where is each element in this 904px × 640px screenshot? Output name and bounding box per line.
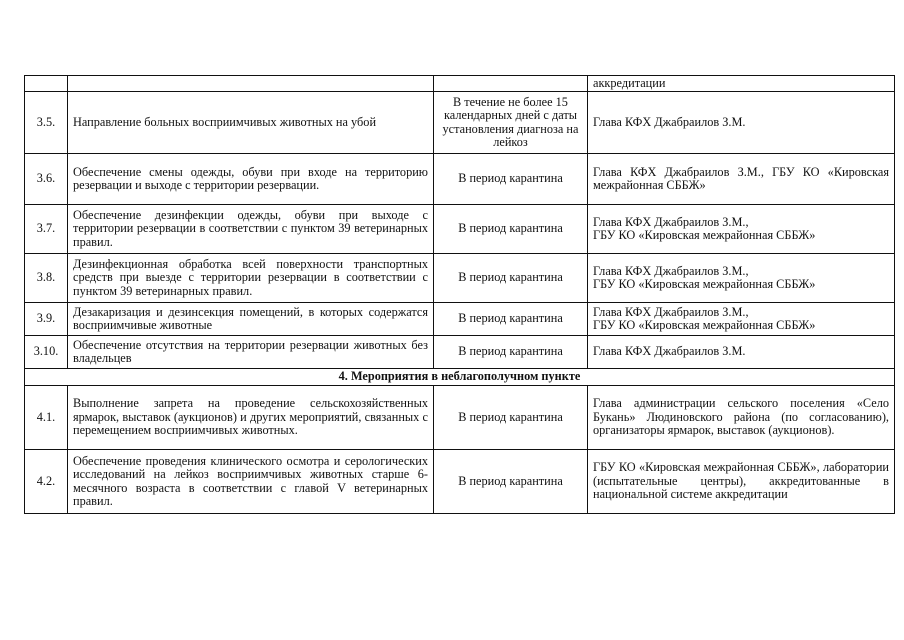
row-number: 4.2. [25, 450, 68, 514]
deadline-cell: В период карантина [434, 303, 588, 336]
table-row [25, 303, 895, 336]
deadline-cell: В течение не более 15 календарных дней с даты установления диагноза на лейкоз [434, 92, 588, 154]
responsible-cell: ГБУ КО «Кировская межрайонная СББЖ», лаборатории (испытательные центры), аккредитованные в национальной системе аккредитации [588, 450, 895, 514]
responsible-cell: Глава КФХ Джабраилов З.М., ГБУ КО «Кировская межрайонная СББЖ» [588, 154, 895, 205]
responsible-line: ГБУ КО «Кировская межрайонная СББЖ» [593, 318, 816, 332]
table-row [25, 386, 895, 450]
row-number: 3.7. [25, 205, 68, 254]
responsible-cell: Глава КФХ Джабраилов З.М. [588, 336, 895, 369]
measure-cell: Направление больных восприимчивых животных на убой [68, 92, 434, 154]
responsible-cell [588, 254, 895, 303]
measures-table [24, 75, 895, 514]
deadline-cell: В период карантина [434, 336, 588, 369]
deadline-cell [434, 76, 588, 92]
row-number: 3.5. [25, 92, 68, 154]
measure-cell: Обеспечение смены одежды, обуви при входе на территорию резервации и выходе с территории резервации. [68, 154, 434, 205]
row-number: 3.8. [25, 254, 68, 303]
row-number: 4.1. [25, 386, 68, 450]
row-number [25, 76, 68, 92]
responsible-cell: Глава администрации сельского поселения «Село Букань» Людиновского района (по согласованию), организаторы ярмарок, выставок (аукционов). [588, 386, 895, 450]
responsible-line: Глава КФХ Джабраилов З.М., [593, 263, 749, 278]
measure-cell [68, 76, 434, 92]
deadline-cell: В период карантина [434, 254, 588, 303]
measure-cell: Выполнение запрета на проведение сельскохозяйственных ярмарок, выставок (аукционов) и других мероприятий, связанных с перемещением восприимчивых животных. [68, 386, 434, 450]
measure-cell: Дезакаризация и дезинсекция помещений, в которых содержатся восприимчивые животные [68, 303, 434, 336]
responsible-line: Глава КФХ Джабраилов З.М., [593, 214, 749, 229]
table-row [25, 92, 895, 154]
responsible-line: ГБУ КО «Кировская межрайонная СББЖ» [593, 277, 816, 291]
responsible-line: Глава КФХ Джабраилов З.М., [593, 304, 749, 319]
table-row [25, 254, 895, 303]
row-number: 3.6. [25, 154, 68, 205]
section-header-row [25, 369, 895, 386]
deadline-cell: В период карантина [434, 154, 588, 205]
table-row [25, 205, 895, 254]
table-row [25, 76, 895, 92]
table-row [25, 154, 895, 205]
row-number: 3.9. [25, 303, 68, 336]
responsible-cell [588, 205, 895, 254]
responsible-cell: Глава КФХ Джабраилов З.М. [588, 92, 895, 154]
measure-cell: Дезинфекционная обработка всей поверхности транспортных средств при выезде с территории резервации в соответствии с пунктом 39 ветеринарных правил. [68, 254, 434, 303]
responsible-line: ГБУ КО «Кировская межрайонная СББЖ» [593, 228, 816, 242]
table-row [25, 336, 895, 369]
measure-cell: Обеспечение проведения клинического осмотра и серологических исследований на лейкоз восприимчивых животных старше 6-месячного возраста в соответствии с главой V ветеринарных правил. [68, 450, 434, 514]
responsible-cell [588, 303, 895, 336]
measure-cell: Обеспечение дезинфекции одежды, обуви при выходе с территории резервации в соответствии с пунктом 39 ветеринарных правил. [68, 205, 434, 254]
deadline-cell: В период карантина [434, 386, 588, 450]
responsible-cell: аккредитации [588, 76, 895, 92]
section-title: 4. Мероприятия в неблагополучном пункте [25, 369, 895, 386]
row-number: 3.10. [25, 336, 68, 369]
deadline-cell: В период карантина [434, 450, 588, 514]
table-row [25, 450, 895, 514]
deadline-cell: В период карантина [434, 205, 588, 254]
measure-cell: Обеспечение отсутствия на территории резервации животных без владельцев [68, 336, 434, 369]
